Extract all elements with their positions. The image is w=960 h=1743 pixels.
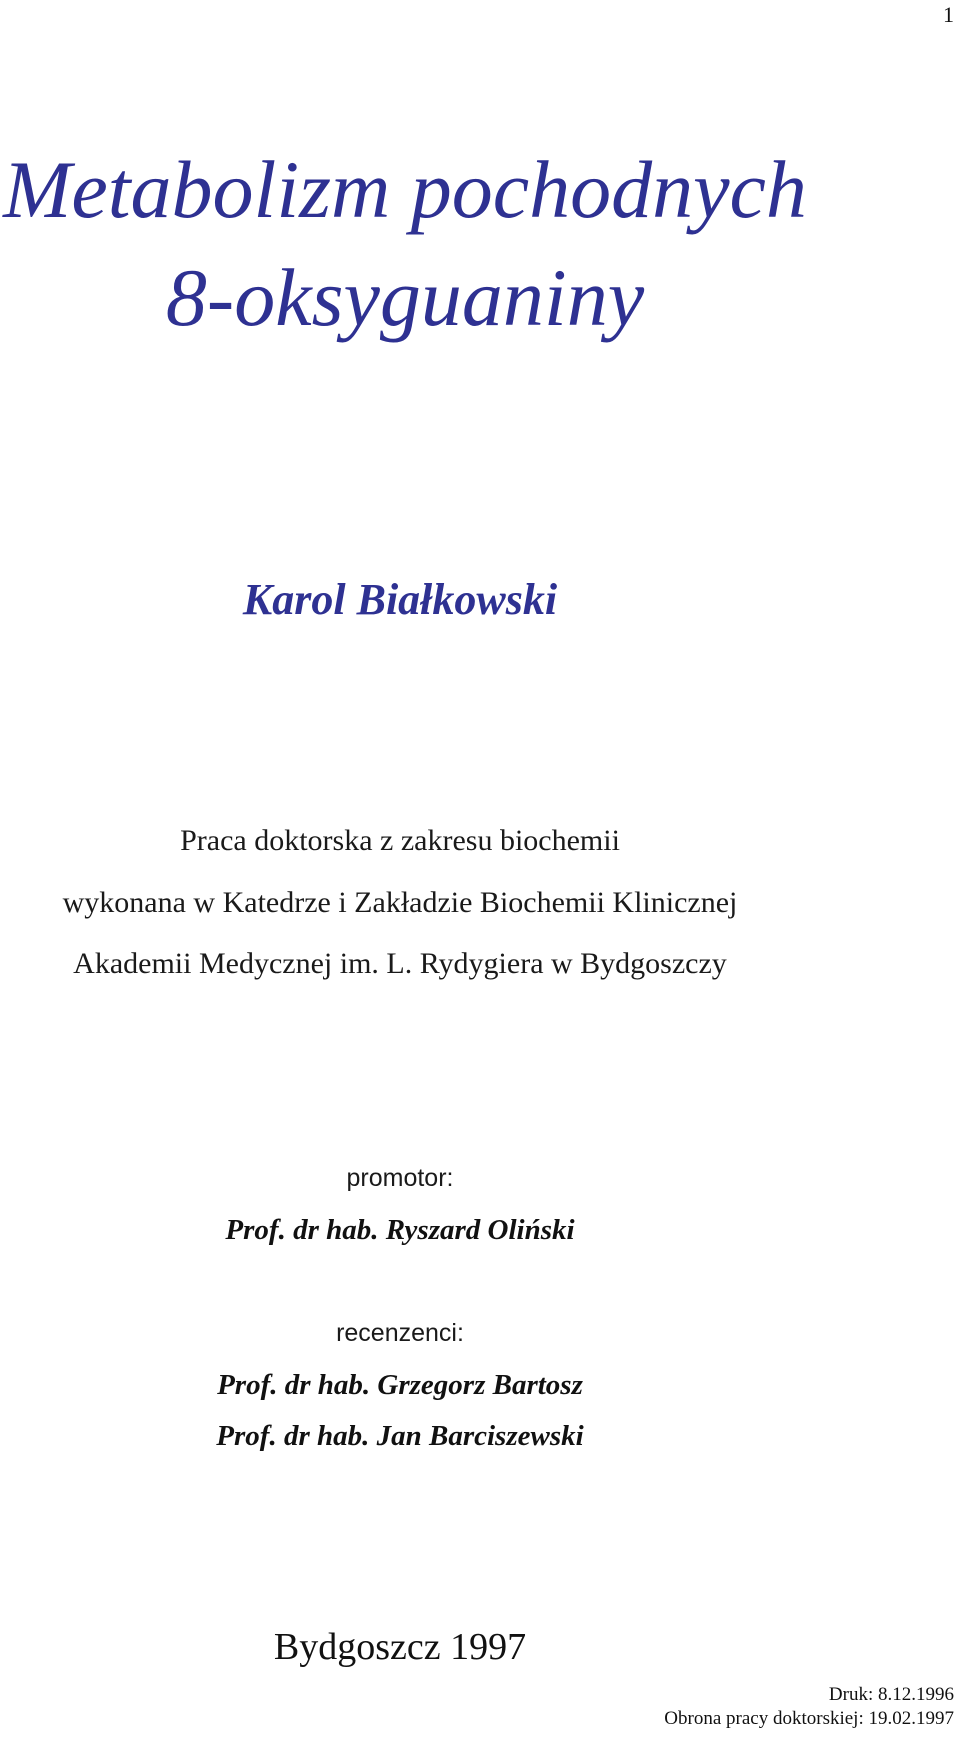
description-line-3: Akademii Medycznej im. L. Rydygiera w Bydgoszczy bbox=[73, 947, 727, 980]
reviewer-name-2: Prof. dr hab. Jan Barciszewski bbox=[216, 1420, 584, 1452]
page-number: 1 bbox=[943, 2, 954, 27]
description-line-1: Praca doktorska z zakresu biochemii bbox=[180, 824, 620, 857]
description-line-2: wykonana w Katedrze i Zakładzie Biochemii Klinicznej bbox=[62, 886, 738, 919]
author-name: Karol Białkowski bbox=[242, 575, 558, 624]
reviewers-label: recenzenci: bbox=[336, 1319, 464, 1347]
promotor-name: Prof. dr hab. Ryszard Oliński bbox=[225, 1214, 575, 1246]
thesis-title-line-2: 8-oksyguaniny bbox=[165, 252, 645, 343]
promotor-label: promotor: bbox=[346, 1164, 454, 1192]
thesis-title-line-1: Metabolizm pochodnych bbox=[3, 144, 807, 235]
defense-date: Obrona pracy doktorskiej: 19.02.1997 bbox=[664, 1708, 954, 1729]
reviewer-name-1: Prof. dr hab. Grzegorz Bartosz bbox=[217, 1369, 583, 1401]
place-and-year: Bydgoszcz 1997 bbox=[273, 1626, 527, 1668]
print-date: Druk: 8.12.1996 bbox=[828, 1684, 954, 1705]
